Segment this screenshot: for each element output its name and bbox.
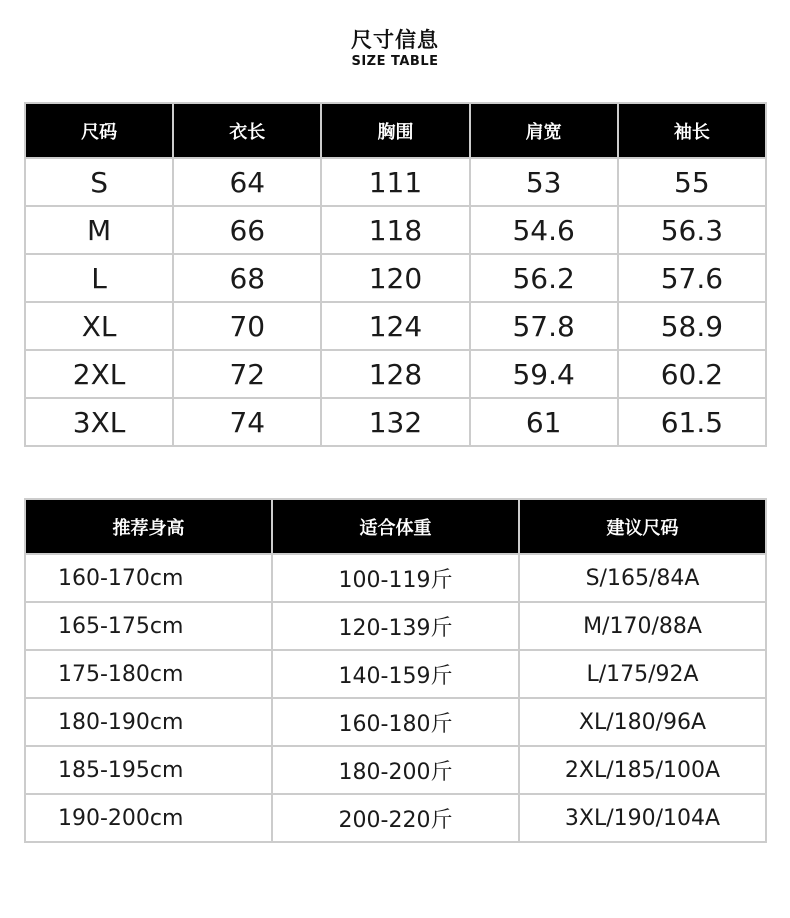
table-row [25,206,766,254]
title-block [0,26,790,70]
size-table [24,102,767,447]
table-cell: 100-119斤 [272,554,519,602]
table-cell: 56.3 [618,206,766,254]
size-header-shoulder: 肩宽 [470,103,618,158]
table-cell: 180-190cm [25,698,272,746]
table-row [25,794,766,842]
size-header-chest: 胸围 [321,103,469,158]
table-cell: 3XL [25,398,173,446]
table-cell: 70 [173,302,321,350]
table-cell: 180-200斤 [272,746,519,794]
table-row [25,350,766,398]
table-cell: 54.6 [470,206,618,254]
table-cell: 2XL [25,350,173,398]
table-cell: S/165/84A [519,554,766,602]
page-subtitle: SIZE TABLE [351,54,439,69]
table-cell: 190-200cm [25,794,272,842]
table-cell: 60.2 [618,350,766,398]
table-cell: 118 [321,206,469,254]
table-cell: XL [25,302,173,350]
table-row [25,698,766,746]
table-cell: 120 [321,254,469,302]
table-cell: 55 [618,158,766,206]
table-row [25,602,766,650]
table-cell: 160-180斤 [272,698,519,746]
table-cell: L/175/92A [519,650,766,698]
table-cell: 57.6 [618,254,766,302]
table-row [25,254,766,302]
table-cell: 61 [470,398,618,446]
size-header-length: 衣长 [173,103,321,158]
table-cell: 59.4 [470,350,618,398]
page-title: 尺寸信息 [351,28,439,52]
table-cell: XL/180/96A [519,698,766,746]
table-cell: 61.5 [618,398,766,446]
table-cell: 132 [321,398,469,446]
table-cell: 53 [470,158,618,206]
recommend-header-weight: 适合体重 [272,499,519,554]
table-row [25,746,766,794]
table-cell: M/170/88A [519,602,766,650]
size-table-header-row [25,103,766,158]
table-cell: 56.2 [470,254,618,302]
table-row [25,398,766,446]
table-cell: 128 [321,350,469,398]
recommend-header-height: 推荐身高 [25,499,272,554]
table-cell: 57.8 [470,302,618,350]
table-cell: 124 [321,302,469,350]
recommend-table [24,498,767,843]
table-cell: 120-139斤 [272,602,519,650]
table-cell: 185-195cm [25,746,272,794]
table-cell: 3XL/190/104A [519,794,766,842]
table-cell: 2XL/185/100A [519,746,766,794]
table-row [25,554,766,602]
table-cell: 58.9 [618,302,766,350]
table-cell: 200-220斤 [272,794,519,842]
table-cell: 64 [173,158,321,206]
table-cell: 111 [321,158,469,206]
table-cell: M [25,206,173,254]
table-cell: 140-159斤 [272,650,519,698]
table-row [25,158,766,206]
size-header-sleeve: 袖长 [618,103,766,158]
table-cell: S [25,158,173,206]
table-cell: 160-170cm [25,554,272,602]
table-cell: 66 [173,206,321,254]
table-cell: 165-175cm [25,602,272,650]
table-cell: L [25,254,173,302]
table-cell: 74 [173,398,321,446]
recommend-header-size: 建议尺码 [519,499,766,554]
table-row [25,650,766,698]
table-cell: 68 [173,254,321,302]
table-cell: 72 [173,350,321,398]
size-header-size: 尺码 [25,103,173,158]
recommend-table-header-row [25,499,766,554]
table-row [25,302,766,350]
table-cell: 175-180cm [25,650,272,698]
